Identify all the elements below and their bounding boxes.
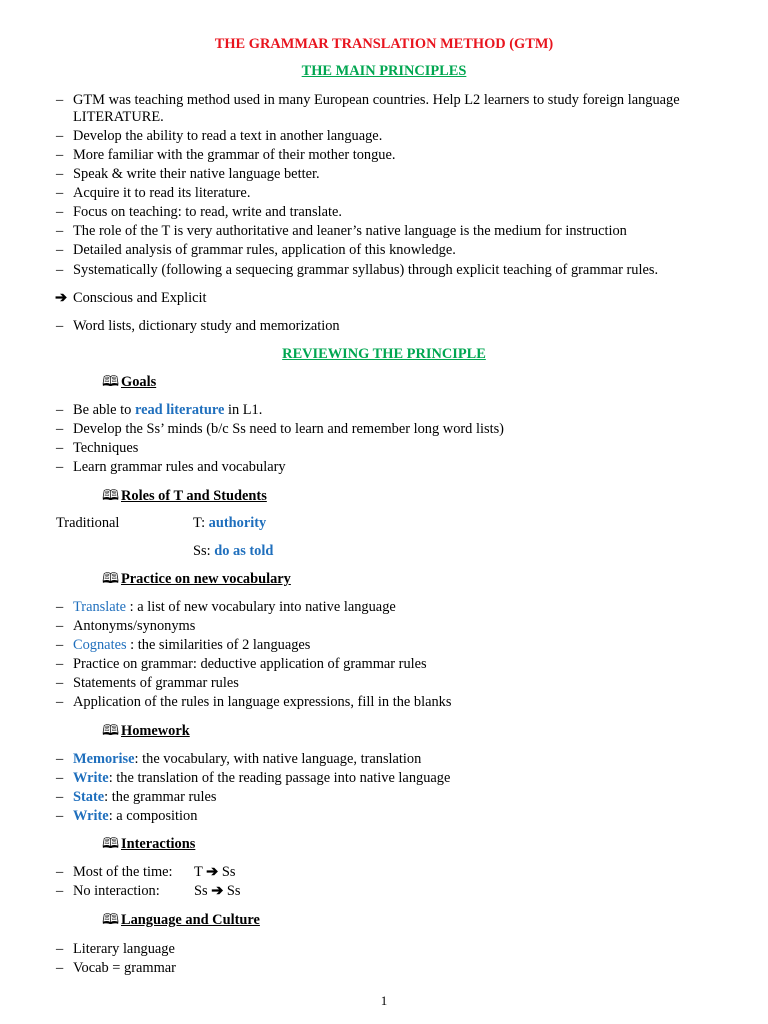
book-icon: 🕮 — [102, 571, 119, 587]
book-icon: 🕮 — [102, 912, 119, 928]
arrow-right-icon: ➔ — [206, 864, 219, 880]
section-heading-main-principles: THE MAIN PRINCIPLES — [301, 63, 467, 79]
book-icon: 🕮 — [102, 723, 119, 739]
arrow-right-icon: ➔ — [211, 883, 224, 899]
arrow-right-icon: ➔ — [55, 290, 68, 306]
book-icon: 🕮 — [102, 488, 119, 504]
book-icon: 🕮 — [102, 836, 119, 852]
section-heading-reviewing: REVIEWING THE PRINCIPLE — [282, 346, 486, 362]
page-number: 1 — [380, 993, 388, 1008]
book-icon: 🕮 — [102, 374, 119, 390]
page-title: THE GRAMMAR TRANSLATION METHOD (GTM) — [214, 36, 554, 52]
